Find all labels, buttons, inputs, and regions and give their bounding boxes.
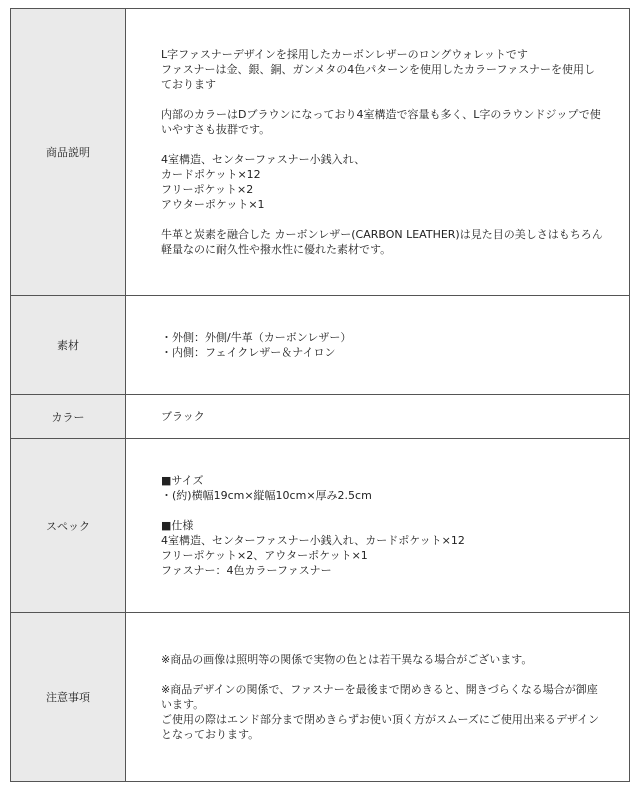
spec-value-notes <box>126 613 630 782</box>
notes-paragraph: ※商品デザインの関係で、ファスナーを最後まで閉めきると、開きづらくなる場合が御座います。 ご使用の際はエンド部分まで閉めきらずお使い頂く方がスムーズにご使用出来るデザインとなっております。 <box>161 683 600 741</box>
spec-row-color <box>11 395 630 439</box>
spec-value-description <box>126 9 630 296</box>
spec-row-spec <box>11 439 630 613</box>
spec-row-material <box>11 296 630 395</box>
spec-value-spec <box>126 439 630 613</box>
color-paragraph: ブラック <box>161 410 205 423</box>
spec-paragraph: ■サイズ ・(約)横幅19cm×縦幅10cm×厚み2.5cm <box>161 474 372 502</box>
product-spec-table <box>10 8 630 782</box>
material-paragraph: ・外側：外側/牛革（カーボンレザー） ・内側：フェイクレザー＆ナイロン <box>161 331 352 359</box>
spec-label-color: カラー <box>11 395 126 439</box>
spec-value-color <box>126 395 630 439</box>
spec-paragraph: ■仕様 4室構造、センターファスナー小銭入れ、カードポケット×12 フリーポケット×2、アウターポケット×1 ファスナー：4色カラーファスナー <box>161 519 465 577</box>
description-paragraph: 内部のカラーはDブラウンになっており4室構造で容量も多く、L字のラウンドジップで使いやすさも抜群です。 <box>161 108 601 136</box>
description-paragraph: 牛革と炭素を融合した カーボンレザー(CARBON LEATHER)は見た目の美しさはもちろん軽量なのに耐久性や撥水性に優れた素材です。 <box>161 228 603 256</box>
notes-paragraph: ※商品の画像は照明等の関係で実物の色とは若干異なる場合がございます。 <box>161 653 533 666</box>
spec-value-material <box>126 296 630 395</box>
spec-label-material: 素材 <box>11 296 126 395</box>
spec-label-notes: 注意事項 <box>11 613 126 782</box>
spec-row-description <box>11 9 630 296</box>
spec-label-spec: スペック <box>11 439 126 613</box>
spec-label-description: 商品説明 <box>11 9 126 296</box>
description-paragraph: 4室構造、センターファスナー小銭入れ、 カードポケット×12 フリーポケット×2 アウターポケット×1 <box>161 153 366 211</box>
spec-row-notes <box>11 613 630 782</box>
description-paragraph: L字ファスナーデザインを採用したカーボンレザーのロングウォレットです ファスナーは金、銀、銅、ガンメタの4色パターンを使用したカラーファスナーを使用しております <box>161 48 596 91</box>
